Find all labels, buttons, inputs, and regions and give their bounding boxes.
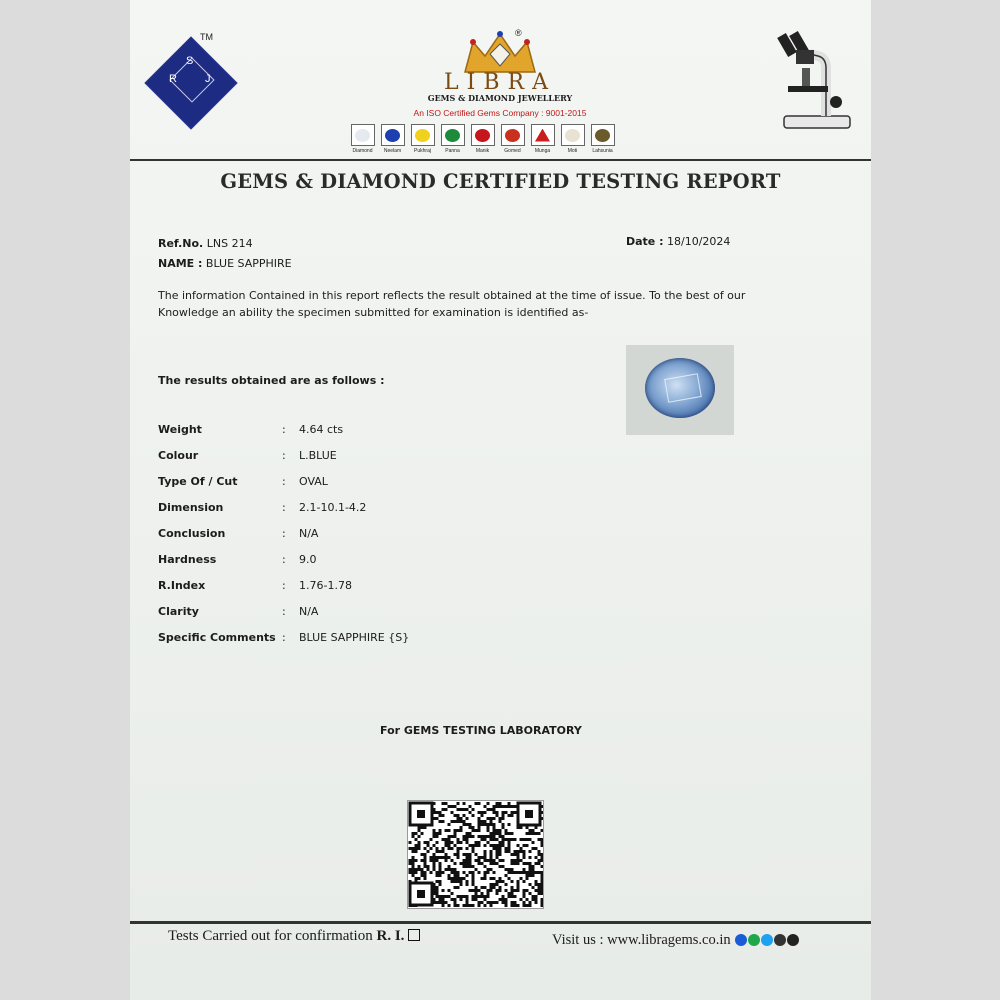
header-divider: [130, 159, 871, 161]
libra-crown-icon: [455, 28, 545, 74]
gem-munga: Munga: [530, 124, 555, 154]
lahsunia-gem-icon: [595, 129, 610, 142]
gem-pukhraj: Pukhraj: [410, 124, 435, 154]
gem-panna: Panna: [440, 124, 465, 154]
srj-letter-r: R: [169, 73, 177, 85]
neelam-gem-icon: [385, 129, 400, 142]
srj-letter-j: J: [205, 73, 211, 85]
gem-neelam: Neelam: [380, 124, 405, 154]
iso-certification: An ISO Certified Gems Company : 9001-2015: [413, 108, 587, 118]
gomed-gem-icon: [505, 129, 520, 142]
whatsapp-icon[interactable]: [748, 934, 760, 946]
gem-strip: [350, 124, 615, 154]
trademark-mark: TM: [200, 32, 213, 42]
gem-gomed: Gomed: [500, 124, 525, 154]
intro-paragraph: The information Contained in this report reflects the result obtained at the time of issue. To the best of our Knowledge an ability the specimen submitted for examination is identified as-: [158, 289, 746, 319]
results-heading: The results obtained are as follows :: [158, 374, 385, 387]
microscope-icon: [774, 28, 854, 133]
facebook-icon[interactable]: [735, 934, 747, 946]
libra-brand-name: LIBRA: [444, 70, 556, 95]
gem-diamond: Diamond: [350, 124, 375, 154]
qr-code[interactable]: [407, 800, 544, 909]
registered-mark: ®: [515, 28, 522, 38]
diamond-gem-icon: [355, 129, 370, 142]
srj-letter-s: S: [186, 55, 194, 67]
munga-gem-icon: [535, 129, 550, 142]
panna-gem-icon: [445, 129, 460, 142]
report-date: Date : 18/10/2024: [626, 235, 731, 248]
lab-signature-line: For GEMS TESTING LABORATORY: [380, 724, 582, 737]
website-line: [552, 932, 799, 949]
instagram-icon[interactable]: [787, 934, 799, 946]
ref-number: Ref.No. LNS 214: [158, 237, 253, 250]
youtube-icon[interactable]: [774, 934, 786, 946]
stone-name: NAME : BLUE SAPPHIRE: [158, 257, 292, 270]
website-link[interactable]: Visit us : www.libragems.co.in: [552, 932, 731, 948]
gem-manik: Manik: [470, 124, 495, 154]
gem-moti: Moti: [560, 124, 585, 154]
checkbox-icon: [408, 929, 420, 941]
srj-logo: [141, 33, 241, 133]
manik-gem-icon: [475, 129, 490, 142]
gem-lahsunia: Lahsunia: [590, 124, 615, 154]
pukhraj-gem-icon: [415, 129, 430, 142]
tests-confirmation: Tests Carried out for confirmation R. I.: [168, 928, 420, 945]
report-title: GEMS & DIAMOND CERTIFIED TESTING REPORT: [220, 170, 781, 193]
twitter-icon[interactable]: [761, 934, 773, 946]
footer-divider: [130, 921, 871, 924]
libra-subtitle: GEMS & DIAMOND JEWELLERY: [427, 93, 573, 103]
moti-gem-icon: [565, 129, 580, 142]
gem-photo: [626, 345, 734, 435]
